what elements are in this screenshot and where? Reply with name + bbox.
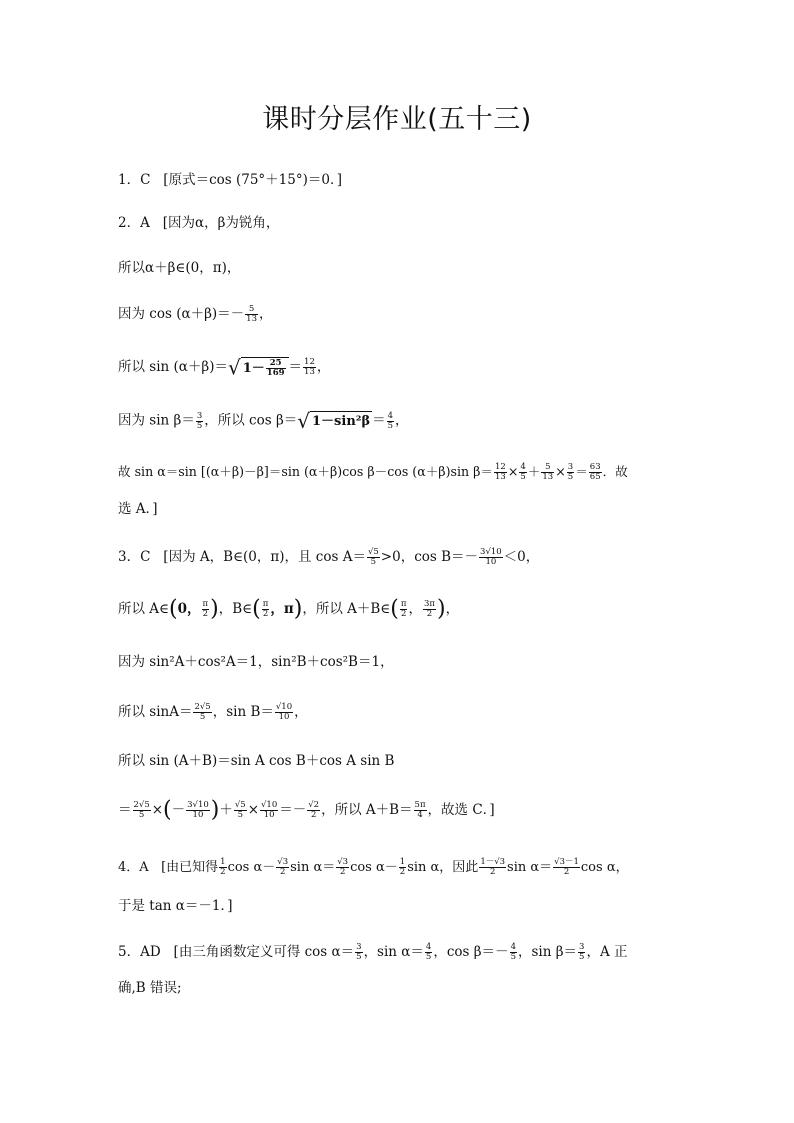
radical-sign: √: [227, 355, 241, 380]
answer-2-line-4: [118, 357, 678, 378]
text-span: ＝: [118, 802, 132, 818]
text-span: ，A 正: [586, 944, 628, 960]
denominator: 13: [304, 367, 315, 377]
numerator: 2√5: [194, 702, 211, 712]
answer-5-number: 5．AD: [118, 944, 161, 960]
fraction: [307, 801, 320, 820]
text-span: ＝: [575, 464, 588, 479]
text-span: －: [171, 802, 186, 818]
fraction: [400, 600, 408, 619]
answer-4-line-2: 于是 tan α＝－1．]: [118, 898, 233, 914]
paren-close: ): [293, 596, 303, 622]
numerator: 4: [510, 942, 516, 952]
fraction: [589, 463, 602, 482]
fraction: [186, 801, 210, 820]
numerator: 3: [567, 462, 574, 472]
text-span: ＝－: [279, 802, 307, 818]
denominator: 2: [426, 609, 433, 619]
paren-close: ): [436, 596, 446, 622]
paren-open: (: [163, 797, 172, 823]
text-span: ，sin β＝: [517, 944, 578, 960]
fraction: [303, 358, 316, 377]
numerator: √10: [275, 702, 293, 712]
numerator: 1: [220, 857, 226, 867]
answer-3-line-1: [118, 548, 678, 567]
text-span: ×: [247, 802, 260, 818]
radicand: [241, 357, 289, 378]
denominator: 13: [542, 472, 554, 482]
numerator: 1: [399, 857, 406, 867]
answer-2-line-5: [118, 411, 678, 431]
denominator: 5: [567, 472, 574, 482]
fraction: [423, 600, 436, 619]
denominator: 5: [579, 952, 585, 962]
fraction: [479, 858, 506, 877]
radicand: 1－sin²β: [310, 411, 372, 431]
fraction: [519, 463, 526, 482]
denominator: 2: [489, 867, 496, 877]
text-span: sin α＝: [507, 860, 553, 875]
denominator: 4: [417, 810, 423, 820]
fraction: [133, 801, 151, 820]
fraction: [276, 858, 289, 877]
fraction: [202, 600, 210, 619]
text-span: ，故选 C．]: [427, 802, 495, 818]
fraction: [578, 943, 585, 962]
text-span: 0，: [177, 601, 201, 617]
numerator: 3: [196, 410, 203, 421]
numerator: 63: [589, 462, 601, 472]
numerator: π: [202, 599, 209, 609]
numerator: 1－√3: [480, 857, 506, 867]
text-span: ，sin B＝: [212, 704, 274, 720]
text-span: [因为 A，B∈(0，π)，且 cos A＝: [163, 549, 366, 565]
denominator: 169: [266, 368, 285, 378]
text-span: ，: [445, 601, 460, 617]
text-span: ，: [408, 601, 422, 617]
text-span: 因为 cos (α＋β)＝－: [118, 306, 245, 322]
answer-1-text: [原式＝cos (75°＋15°)＝0．]: [163, 172, 342, 188]
numerator: 5: [541, 463, 554, 473]
fraction: [425, 943, 432, 962]
text-span: ＜0，: [503, 549, 540, 565]
denominator: 2: [310, 810, 317, 820]
denominator: 2: [279, 867, 286, 877]
numerator: 5: [245, 305, 258, 315]
text-span: cos α，: [580, 860, 629, 875]
text-span: 因为 sin β＝: [118, 412, 195, 429]
paren-open: (: [252, 596, 261, 622]
fraction: [367, 548, 380, 567]
text-span: >0，cos B＝－: [380, 549, 479, 565]
fraction: [355, 943, 362, 962]
page-title: 课时分层作业(五十三): [262, 104, 532, 135]
answer-2-number: 2．A: [118, 215, 150, 231]
denominator: 5: [520, 472, 526, 482]
numerator: √5: [234, 800, 246, 810]
fraction: [567, 463, 574, 482]
numerator: 25: [266, 359, 286, 369]
numerator: √3: [337, 857, 349, 867]
text-span: ，所以 cos β＝: [204, 412, 298, 429]
denominator: 2: [262, 609, 269, 619]
paren-open: (: [390, 596, 399, 622]
fraction: [414, 801, 427, 820]
fraction: [219, 858, 226, 877]
text-span: ，所以 A＋B∈: [302, 601, 391, 617]
text-span: [由已知得: [161, 860, 219, 875]
text-span: 所以 sinA＝: [118, 704, 193, 720]
denominator: 5: [370, 557, 377, 567]
answer-3-line-3: 因为 sin²A＋cos²A＝1，sin²B＋cos²B＝1，: [118, 654, 394, 670]
denominator: 2: [202, 609, 209, 619]
numerator: π: [400, 599, 407, 609]
radical-sign: √: [297, 409, 311, 433]
fraction: [193, 703, 211, 722]
fraction: [234, 801, 247, 820]
answer-3-line-2: [118, 596, 678, 622]
text-span: ，所以 A＋B＝: [321, 802, 413, 818]
answer-3-line-5: 所以 sin (A＋B)＝sin A cos B＋cos A sin B: [118, 753, 395, 769]
square-root: [228, 357, 289, 378]
numerator: √3－1: [554, 857, 579, 867]
numerator: √5: [367, 547, 379, 557]
numerator: 5π: [414, 800, 426, 810]
numerator: 3√10: [480, 547, 502, 557]
fraction: [275, 703, 293, 722]
numerator: 3: [356, 942, 362, 952]
paren-close: ): [210, 596, 219, 622]
numerator: √2: [308, 800, 320, 810]
text-span: 故 sin α＝sin [(α＋β)－β]＝sin (α＋β)cos β－cos (α＋β)sin β＝: [118, 464, 493, 479]
answer-2-line-1: [118, 214, 678, 232]
square-root: [297, 411, 372, 431]
text-span: ×: [507, 464, 519, 479]
denominator: 2: [399, 867, 406, 877]
answer-2-line-6: [118, 463, 678, 482]
answer-2-line-7: 选 A．]: [118, 501, 158, 517]
fraction: [266, 359, 286, 378]
text-span: ，B∈: [218, 601, 253, 617]
text-span: sin α＝: [290, 860, 336, 875]
answer-3-number: 3．C: [118, 549, 151, 565]
text-span: [由三角函数定义可得 cos α＝: [173, 944, 355, 960]
denominator: 5: [510, 952, 516, 962]
answer-4-line-1: [118, 858, 678, 877]
text-span: ．故: [602, 464, 628, 479]
fraction: [336, 858, 349, 877]
fraction: [510, 943, 517, 962]
denominator: 5: [138, 810, 145, 820]
numerator: π: [262, 599, 269, 609]
numerator: 4: [425, 942, 432, 952]
denominator: 65: [589, 472, 601, 482]
answer-3-line-4: [118, 703, 678, 722]
numerator: 4: [387, 410, 394, 421]
numerator: 2√5: [133, 800, 150, 810]
text-span: cos α－: [350, 860, 398, 875]
text-span: ＝: [288, 359, 303, 375]
answer-2-line-2: 所以α＋β∈(0，π)，: [118, 260, 241, 276]
numerator: 4: [520, 462, 526, 472]
text-span: ，π: [270, 601, 294, 617]
denominator: 13: [246, 314, 257, 324]
numerator: 12: [494, 462, 506, 472]
denominator: 10: [263, 810, 275, 820]
answer-2-text: [因为α，β为锐角，: [162, 215, 280, 231]
paren-close: ): [210, 797, 220, 823]
answer-1: [118, 171, 678, 189]
text-span: ＋: [527, 464, 541, 479]
denominator: 5: [387, 420, 394, 431]
numerator: 3π: [423, 599, 435, 609]
fraction: [494, 463, 507, 482]
fraction: [387, 412, 394, 431]
denominator: 13: [494, 472, 506, 482]
fraction: [399, 858, 406, 877]
text-span: ，: [258, 306, 273, 322]
answer-4-number: 4．A: [118, 860, 149, 875]
numerator: √10: [261, 800, 278, 810]
text-span: ×: [151, 802, 164, 818]
denominator: 10: [485, 557, 497, 567]
fraction: [479, 548, 503, 567]
fraction: [245, 305, 258, 324]
text-span: ×: [555, 464, 566, 479]
text-span: ，: [294, 704, 308, 720]
fraction: [541, 463, 554, 482]
text-span: 所以 A∈: [118, 601, 170, 617]
numerator: 12: [304, 357, 315, 367]
text-span: ，: [316, 359, 331, 375]
text-span: sin α，因此: [407, 860, 479, 875]
paren-open: (: [169, 596, 178, 622]
denominator: 5: [196, 420, 203, 431]
fraction: [553, 858, 580, 877]
denominator: 5: [425, 952, 432, 962]
text-span: ＋: [219, 802, 233, 818]
text-span: ＝: [372, 412, 386, 429]
denominator: 2: [563, 867, 570, 877]
denominator: 10: [192, 810, 204, 820]
text-span: cos α－: [227, 860, 276, 875]
answer-1-number: 1．C: [118, 172, 151, 188]
numerator: √3: [277, 857, 289, 867]
denominator: 5: [356, 952, 362, 962]
text-span: 所以 sin (α＋β)＝: [118, 359, 228, 375]
fraction: [260, 801, 278, 820]
fraction: [196, 412, 203, 431]
denominator: 10: [278, 712, 290, 722]
numerator: 3√10: [187, 800, 209, 810]
text-span: ，sin α＝: [363, 944, 424, 960]
answer-5-line-1: [118, 943, 678, 962]
answer-5-line-2: 确,B 错误;: [118, 980, 182, 996]
answer-2-line-3: [118, 305, 678, 324]
denominator: 2: [220, 867, 226, 877]
denominator: 2: [339, 867, 346, 877]
text-span: ，: [395, 412, 409, 429]
text-span: 1－: [242, 361, 265, 376]
denominator: 2: [400, 609, 407, 619]
denominator: 5: [199, 712, 206, 722]
denominator: 5: [237, 810, 243, 820]
fraction: [262, 600, 270, 619]
answer-3-line-6: [118, 797, 678, 823]
text-span: ，cos β＝－: [433, 944, 509, 960]
numerator: 3: [579, 942, 585, 952]
